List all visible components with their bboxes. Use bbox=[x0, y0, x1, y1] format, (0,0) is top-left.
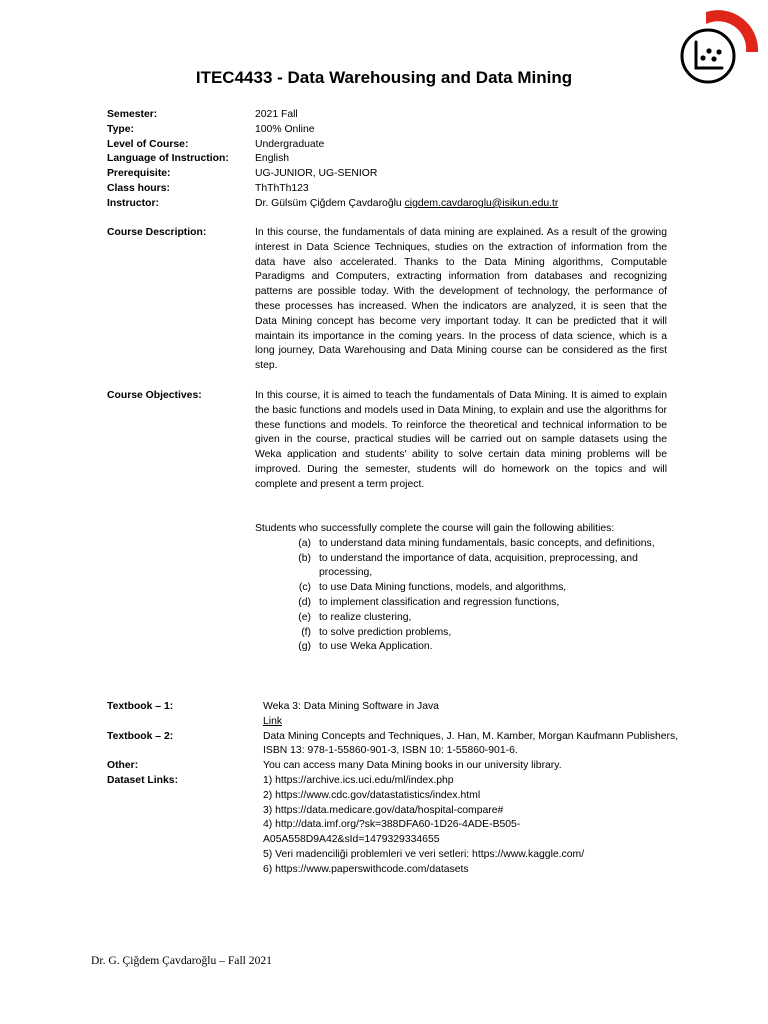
list-text: to implement classification and regression functions, bbox=[319, 596, 560, 608]
list-item bbox=[255, 596, 665, 611]
list-text: to realize clustering, bbox=[319, 611, 412, 623]
other-row bbox=[107, 759, 687, 774]
meta-value: English bbox=[255, 153, 290, 165]
meta-label: Class hours: bbox=[107, 182, 170, 194]
section-label: Dataset Links: bbox=[107, 774, 179, 786]
dataset-links-row bbox=[107, 774, 687, 878]
list-marker: (a) bbox=[298, 537, 311, 549]
list-text: to understand data mining fundamentals, basic concepts, and definitions, bbox=[319, 537, 655, 549]
dataset-link[interactable]: 4) http://data.imf.org/?sk=388DFA60-1D26-4ADE-B505-A05A558D9A42&sId=1479329334655 bbox=[263, 819, 521, 846]
instructor-name: Dr. Gülsüm Çiğdem Çavdaroğlu bbox=[255, 197, 402, 209]
dataset-link[interactable]: 1) https://archive.ics.uci.edu/ml/index.php bbox=[263, 774, 454, 786]
course-objectives-section bbox=[107, 389, 667, 493]
meta-value: 100% Online bbox=[255, 123, 315, 135]
list-text: to use Data Mining functions, models, and algorithms, bbox=[319, 582, 567, 594]
list-item bbox=[255, 626, 665, 641]
meta-label: Type: bbox=[107, 123, 134, 135]
dataset-link[interactable]: 5) Veri madenciliği problemleri ve veri setleri: https://www.kaggle.com/ bbox=[263, 848, 585, 860]
page-footer: Dr. G. Çiğdem Çavdaroğlu – Fall 2021 bbox=[91, 954, 272, 967]
section-label: Course Objectives: bbox=[107, 390, 202, 401]
meta-semester bbox=[107, 108, 687, 123]
meta-value: ThThTh123 bbox=[255, 182, 309, 194]
list-item bbox=[255, 537, 665, 552]
course-description-section bbox=[107, 226, 667, 374]
section-label: Course Description: bbox=[107, 227, 207, 238]
meta-label: Language of Instruction: bbox=[107, 153, 229, 165]
section-label: Textbook – 2: bbox=[107, 730, 174, 742]
other-text: You can access many Data Mining books in our university library. bbox=[263, 760, 562, 772]
list-text: to solve prediction problems, bbox=[319, 626, 452, 638]
meta-value: Undergraduate bbox=[255, 138, 325, 150]
instructor-email-link[interactable]: cigdem.cavdaroglu@isikun.edu.tr bbox=[404, 197, 559, 209]
textbook-1-title: Weka 3: Data Mining Software in Java bbox=[263, 701, 439, 712]
list-marker: (d) bbox=[298, 596, 311, 608]
abilities-intro: Students who successfully complete the course will gain the following abilities: bbox=[255, 523, 615, 534]
list-marker: (f) bbox=[301, 626, 311, 638]
meta-type bbox=[107, 123, 687, 138]
list-text: to understand the importance of data, acquisition, preprocessing, and processing, bbox=[319, 552, 638, 579]
meta-class-hours bbox=[107, 182, 687, 197]
meta-instructor bbox=[107, 197, 687, 212]
section-label: Textbook – 1: bbox=[107, 701, 174, 712]
meta-value: UG-JUNIOR, UG-SENIOR bbox=[255, 168, 378, 180]
list-marker: (c) bbox=[298, 582, 311, 594]
textbook-1-link[interactable]: Link bbox=[263, 715, 283, 727]
meta-language bbox=[107, 152, 687, 167]
course-meta bbox=[107, 108, 687, 212]
abilities-block bbox=[255, 522, 665, 655]
dataset-links-list bbox=[263, 774, 687, 878]
list-item bbox=[255, 552, 665, 582]
meta-label: Level of Course: bbox=[107, 138, 189, 150]
list-item bbox=[255, 640, 665, 655]
references-block bbox=[107, 700, 687, 878]
list-marker: (b) bbox=[298, 552, 311, 564]
meta-prerequisite bbox=[107, 167, 687, 182]
list-text: to use Weka Application. bbox=[319, 641, 433, 653]
dataset-link[interactable]: 6) https://www.paperswithcode.com/datasets bbox=[263, 863, 469, 875]
dataset-link[interactable]: 3) https://data.medicare.gov/data/hospital-compare# bbox=[263, 804, 504, 816]
meta-value: 2021 Fall bbox=[255, 109, 298, 120]
textbook-2-row bbox=[107, 730, 687, 760]
list-marker: (e) bbox=[298, 611, 311, 623]
dataset-link[interactable]: 2) https://www.cdc.gov/datastatistics/index.html bbox=[263, 789, 481, 801]
course-objectives-text: In this course, it is aimed to teach the fundamentals of Data Mining. It is aimed to explain the basic functions and models used in Data Mining, to explain and use the algorithms for these functions and models. To reinforce the theoretical and technical information to be given in the course, practical studies will be carried out on sample datasets using the Weka application and students' ability to solve certain data mining problems will be improved. During the semester, students will do homework on the topics and will complete and present a term project. bbox=[255, 390, 667, 490]
course-description-text: In this course, the fundamentals of data mining are explained. As a result of the growing interest in Data Science Techniques, studies on the extraction of information from the data have also accelerated. Thanks to the Data Mining algorithms, Computable Paradigms and Computers, extracting information from databases and recognizing patterns are possible today. With the development of technology, the performance of these processes has increased. When the indicators are analyzed, it is seen that the Data Mining concept has become very important today. It can be predicted that it will maintain its importance in the coming years. In the process of data science, which is a long journey, Data Warehousing and Data Mining course can be considered as the first step. bbox=[255, 227, 667, 372]
page-title: ITEC4433 - Data Warehousing and Data Mining bbox=[195, 68, 573, 87]
meta-label: Instructor: bbox=[107, 197, 159, 209]
list-item bbox=[255, 611, 665, 626]
textbook-1-row bbox=[107, 700, 687, 730]
instructor-value bbox=[255, 197, 687, 212]
list-item bbox=[255, 581, 665, 596]
textbook-1-value bbox=[263, 700, 687, 730]
textbook-2-text: Data Mining Concepts and Techniques, J. Han, M. Kamber, Morgan Kaufmann Publishers, ISBN 13: 978-1-55860-901-3, ISBN 10: 1-55860-901-6. bbox=[263, 730, 679, 757]
section-label: Other: bbox=[107, 760, 139, 772]
list-marker: (g) bbox=[298, 641, 311, 653]
meta-label: Semester: bbox=[107, 109, 158, 120]
abilities-list bbox=[255, 537, 665, 655]
meta-level bbox=[107, 138, 687, 153]
meta-label: Prerequisite: bbox=[107, 168, 171, 180]
